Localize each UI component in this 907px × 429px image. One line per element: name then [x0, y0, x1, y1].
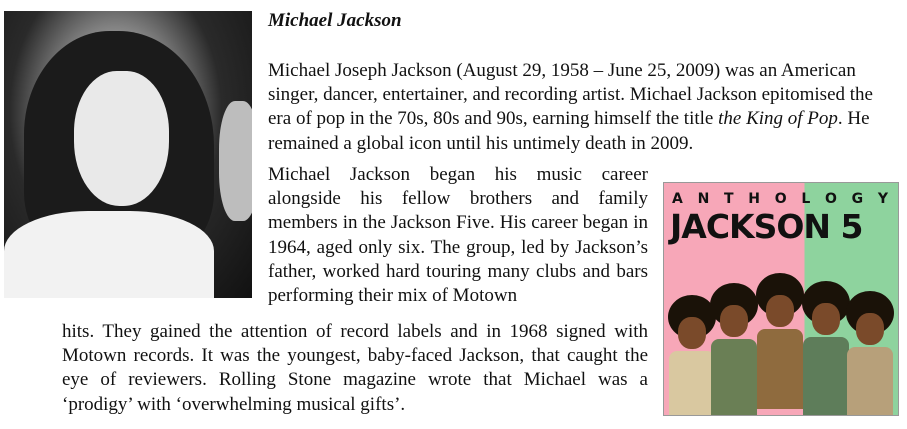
anthology-letter: H: [748, 191, 762, 207]
jackson5-album-cover: [663, 182, 899, 416]
anthology-letter: T: [724, 191, 736, 207]
anthology-letter: A: [672, 191, 685, 207]
michael-jackson-photo: [4, 11, 252, 298]
anthology-letter: G: [851, 191, 866, 207]
career-paragraph: Michael Jackson began his music career alongside his fellow brothers and family members in the Jackson Five. His career began in 1964, aged only six. The group, led by Jackson’s father, worked hard touring many clubs and bars performing their mix of Motown: [268, 164, 648, 307]
anthology-label: [672, 191, 890, 207]
anthology-letter: O: [824, 191, 839, 207]
anthology-letter: L: [801, 191, 813, 207]
intro-text: Michael Joseph Jackson (August 29, 1958 – June 25, 2009) was an American singer, dancer, entertainer, and recording artist. Michael Jackson epitomised the era of pop in the 70s, 80s and 90s, earning himself the title: [268, 60, 873, 130]
group-photo: [664, 253, 898, 415]
intro-tail: . He remained a global icon until his untimely death in 2009.: [268, 108, 870, 154]
band-name: JACKSON 5: [670, 207, 863, 246]
anthology-letter: O: [774, 191, 789, 207]
king-of-pop-phrase: the King of Pop: [718, 108, 838, 130]
article-title: Michael Jackson: [268, 10, 402, 31]
anthology-letter: Y: [877, 191, 890, 207]
motown-paragraph: hits. They gained the attention of record labels and in 1968 signed with Motown records. It was the youngest, baby-faced Jackson, that caught the eye of reviewers. Rolling Stone magazine wrote that Michael was a ‘prodigy’ with ‘overwhelming musical gifts’.: [62, 321, 648, 415]
intro-paragraph: [268, 59, 900, 156]
anthology-letter: N: [697, 191, 712, 207]
